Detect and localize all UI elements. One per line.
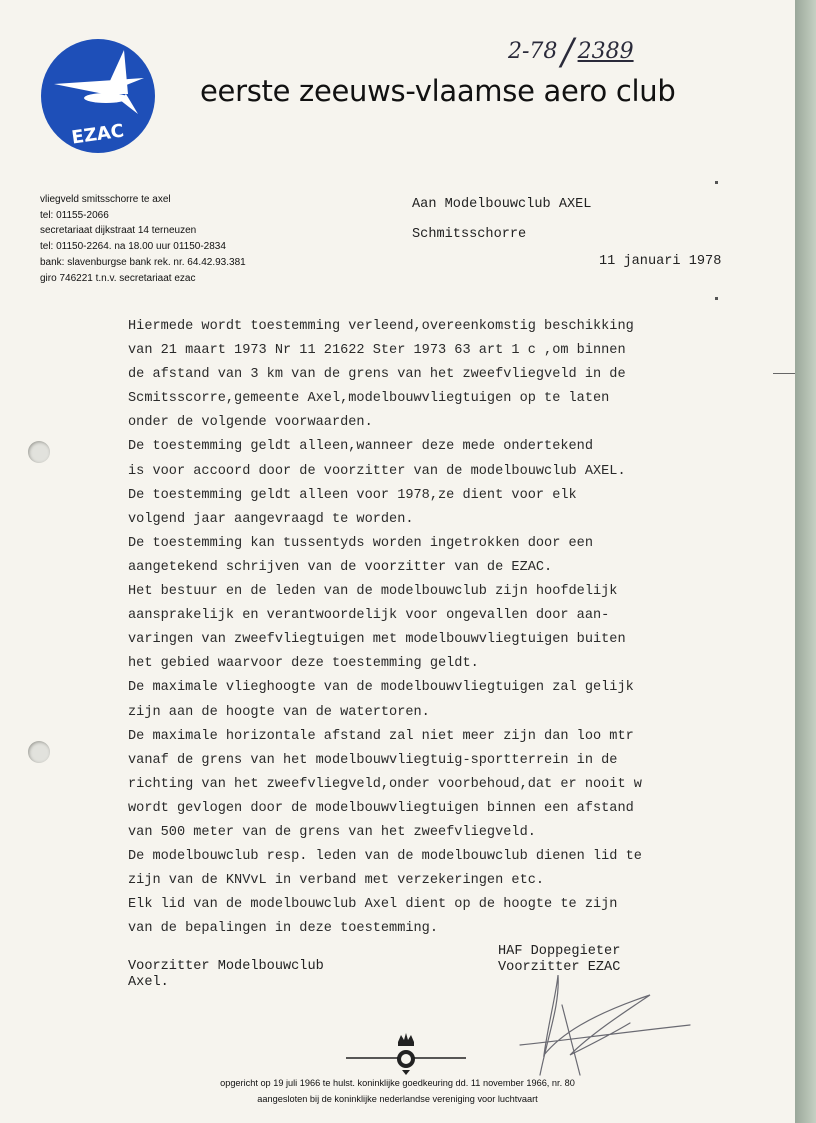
body-line: de afstand van 3 km van de grens van het zweefvliegveld in de xyxy=(128,367,626,383)
signatory-place: Axel. xyxy=(128,975,169,990)
svg-text:EZAC: EZAC xyxy=(70,120,126,149)
address-line: giro 746221 t.n.v. secretariaat ezac xyxy=(40,272,196,284)
scan-background-edge xyxy=(795,0,816,1123)
fold-mark xyxy=(773,373,795,374)
body-line: Scmitsscorre,gemeente Axel,modelbouwvliegtuigen op te laten xyxy=(128,391,610,407)
letter-body xyxy=(128,315,642,941)
archive-number-part2: 2389 xyxy=(577,39,634,64)
body-line: het gebied waarvoor deze toestemming geldt. xyxy=(128,656,479,672)
address-line: tel: 01155-2066 xyxy=(40,209,109,221)
margin-tick xyxy=(715,181,718,184)
body-line: van 21 maart 1973 Nr 11 21622 Ster 1973 63 art 1 c ,om binnen xyxy=(128,343,626,359)
letter-date: 11 januari 1978 xyxy=(599,254,722,269)
signatory-title: Voorzitter EZAC xyxy=(498,960,621,975)
recipient-line: Aan Modelbouwclub AXEL xyxy=(412,197,592,212)
body-line: De toestemming geldt alleen voor 1978,ze dient voor elk xyxy=(128,487,577,503)
margin-tick xyxy=(715,297,718,300)
signatory-title: Voorzitter Modelbouwclub xyxy=(128,959,324,974)
archive-number xyxy=(508,26,634,73)
body-line: van 500 meter van de grens van het zweefvliegveld. xyxy=(128,824,536,840)
recipient-block xyxy=(412,190,591,250)
body-line: aansprakelijk en verantwoordelijk voor ongevallen door aan- xyxy=(128,608,610,624)
club-name: eerste zeeuws-vlaamse aero club xyxy=(200,74,676,108)
address-line: secretariaat dijkstraat 14 terneuzen xyxy=(40,225,197,237)
body-line: Hiermede wordt toestemming verleend,overeenkomstig beschikking xyxy=(128,319,634,334)
archive-number-part1: 2-78 xyxy=(508,39,558,64)
body-line: volgend jaar aangevraagd te worden. xyxy=(128,511,414,527)
address-line: tel: 01150-2264. na 18.00 uur 01150-2834 xyxy=(40,241,226,253)
recipient-line: Schmitsschorre xyxy=(412,227,527,242)
knvvl-crest xyxy=(346,1028,466,1076)
body-line: is voor accoord door de voorzitter van de modelbouwclub AXEL. xyxy=(128,463,626,479)
body-line: vanaf de grens van het modelbouwvliegtuig-sportterrein in de xyxy=(128,752,618,768)
body-line: De toestemming kan tussentyds worden ingetrokken door een xyxy=(128,535,593,551)
footer-founding: opgericht op 19 juli 1966 te hulst. koninklijke goedkeuring dd. 11 november 1966, nr. 80 xyxy=(220,1078,575,1088)
address-line: bank: slavenburgse bank rek. nr. 64.42.93.381 xyxy=(40,256,246,268)
club-address xyxy=(40,192,246,286)
body-line: van de bepalingen in deze toestemming. xyxy=(128,921,438,937)
body-line: De maximale horizontale afstand zal niet meer zijn dan loo mtr xyxy=(128,728,634,744)
signature-modelbouwclub xyxy=(128,959,324,991)
body-line: aangetekend schrijven van de voorzitter van de EZAC. xyxy=(128,559,553,575)
signatory-name: HAF Doppegieter xyxy=(498,944,621,959)
body-line: richting van het zweefvliegveld,onder voorbehoud,dat er nooit w xyxy=(128,776,642,792)
handwritten-signature xyxy=(500,965,700,1085)
punch-hole xyxy=(28,741,50,763)
body-line: De modelbouwclub resp. leden van de modelbouwclub dienen lid te xyxy=(128,849,642,865)
body-line: zijn van de KNVvL in verband met verzekeringen etc. xyxy=(128,873,545,889)
address-line: vliegveld smitsschorre te axel xyxy=(40,194,171,205)
body-line: wordt gevlogen door de modelbouwvliegtuigen binnen een afstand xyxy=(128,800,634,816)
body-line: De toestemming geldt alleen,wanneer deze mede ondertekend xyxy=(128,439,593,455)
ezac-logo xyxy=(40,38,156,154)
body-line: varingen van zweefvliegtuigen met modelbouwvliegtuigen buiten xyxy=(128,632,626,648)
body-line: De maximale vlieghoogte van de modelbouwvliegtuigen zal gelijk xyxy=(128,680,634,696)
footer-affiliation: aangesloten bij de koninklijke nederlandse vereniging voor luchtvaart xyxy=(257,1094,538,1104)
archive-number-separator: / xyxy=(561,32,574,73)
body-line: zijn aan de hoogte van de watertoren. xyxy=(128,704,430,720)
punch-hole xyxy=(28,441,50,463)
body-line: Elk lid van de modelbouwclub Axel dient op de hoogte te zijn xyxy=(128,897,618,913)
body-line: Het bestuur en de leden van de modelbouwclub zijn hoofdelijk xyxy=(128,584,618,600)
body-line: onder de volgende voorwaarden. xyxy=(128,415,373,431)
